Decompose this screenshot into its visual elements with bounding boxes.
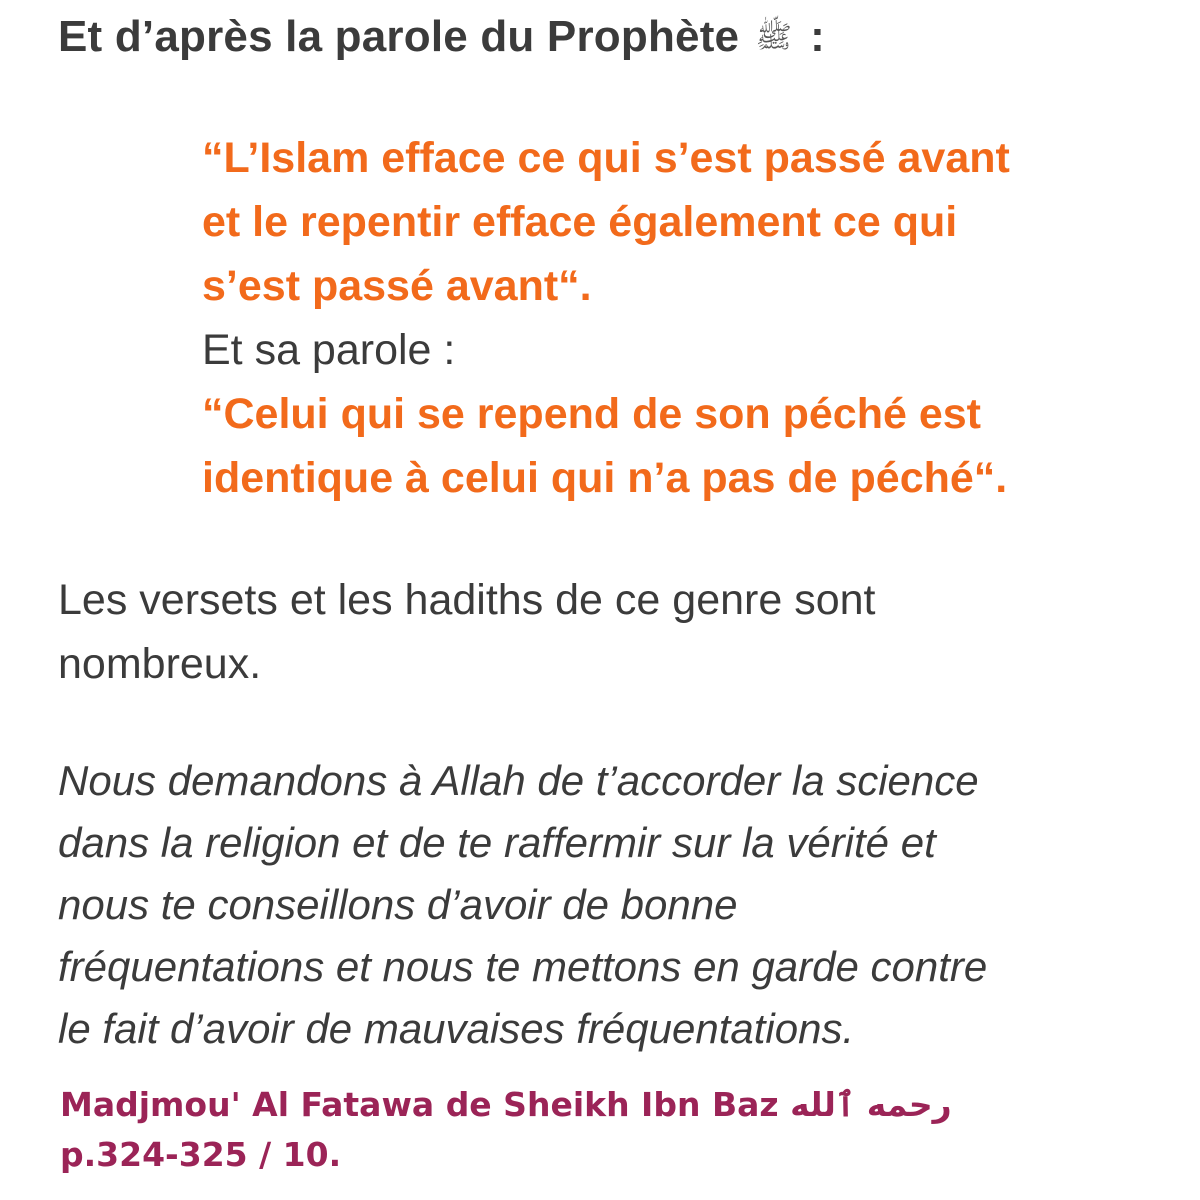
heading-text: Et d’après la parole du Prophète bbox=[58, 12, 740, 61]
paragraph-line: Les versets et les hadiths de ce genre sont bbox=[58, 576, 876, 624]
supplication-line: fréquentations et nous te mettons en garde contre bbox=[58, 943, 988, 990]
source-line-2: p.324-325 / 10. bbox=[60, 1135, 342, 1174]
quote1-line: s’est passé avant“. bbox=[202, 262, 592, 310]
quote2-line: “Celui qui se repend de son péché est bbox=[202, 390, 981, 438]
quote1-line: “L’Islam efface ce qui s’est passé avant bbox=[202, 134, 1010, 182]
supplication-line: Nous demandons à Allah de t’accorder la science bbox=[58, 757, 979, 804]
intro2-text: Et sa parole : bbox=[202, 326, 456, 374]
source-line-1: Madjmou' Al Fatawa de Sheikh Ibn Baz رحمه ٱلله bbox=[60, 1085, 952, 1124]
heading-colon: : bbox=[810, 12, 825, 61]
honorific-glyph: ﷺ bbox=[755, 20, 792, 55]
supplication-paragraph bbox=[58, 750, 1168, 1060]
supplication-line: le fait d’avoir de mauvaises fréquentations. bbox=[58, 1005, 855, 1052]
paragraph bbox=[58, 568, 1158, 696]
quote1-line: et le repentir efface également ce qui bbox=[202, 198, 958, 246]
supplication-line: nous te conseillons d’avoir de bonne bbox=[58, 881, 738, 928]
quote2-line: identique à celui qui n’a pas de péché“. bbox=[202, 454, 1008, 502]
quote-block bbox=[202, 126, 1162, 510]
paragraph-line: nombreux. bbox=[58, 640, 262, 688]
supplication-line: dans la religion et de te raffermir sur la vérité et bbox=[58, 819, 936, 866]
source-citation bbox=[60, 1080, 952, 1180]
heading bbox=[58, 12, 825, 62]
